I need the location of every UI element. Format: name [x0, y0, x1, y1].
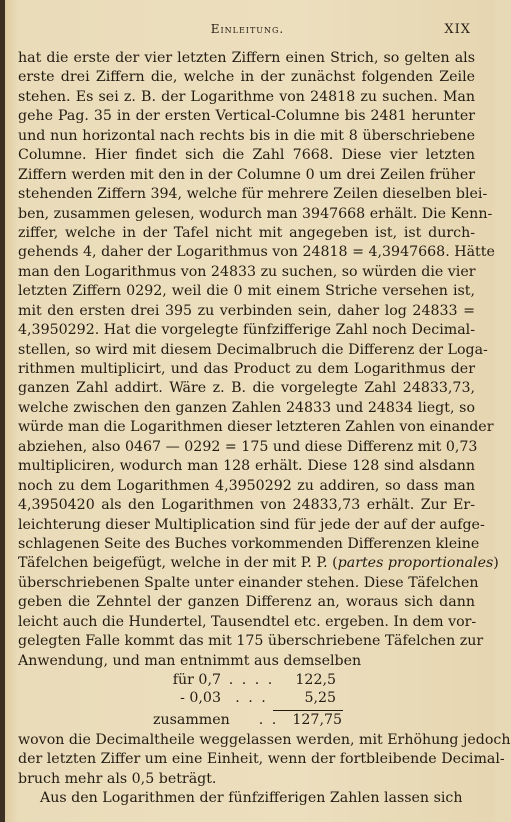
text-line: welche zwischen den ganzen Zahlen 24833 und 24834 liegt, so [18, 399, 475, 416]
calc-value: 122,5 [295, 672, 337, 688]
text-line: geben die Zehntel der ganzen Differenz an, woraus sich dann [18, 594, 475, 611]
text-line: Columne. Hier findet sich die Zahl 7668. Diese vier letzten [18, 147, 475, 164]
calculation-row [161, 689, 336, 708]
page-number: XIX [444, 22, 471, 37]
text-line: noch zu dem Logarithmen 4,3950292 zu addiren, so dass man [18, 477, 475, 494]
text-line: Ziffern werden mit den in der Columne 0 um drei Zeilen früher [18, 166, 475, 183]
text-line: gehe Pag. 35 in der ersten Vertical-Columne bis 2481 herunter [18, 108, 475, 125]
body-text [18, 49, 511, 809]
text-line: man den Logarithmus von 24833 zu suchen, so würden die vier [18, 263, 476, 280]
text-line: leichterung dieser Multiplication sind für jede der auf der aufge- [18, 516, 485, 533]
text-line: rithmen multiplicirt, und das Product zu dem Logarithmus der [18, 361, 475, 377]
header-title: Einleitung. [210, 22, 285, 36]
calc-value: 5,25 [304, 690, 337, 706]
text-line: Aus den Logarithmen der fünfzifferigen Zahlen lassen sich [40, 790, 463, 807]
calc-label: für 0,7 [172, 672, 221, 688]
calc-dots: . . [258, 712, 279, 728]
text-line: multipliciren, wodurch man 128 erhält. Diese 128 sind alsdann [18, 458, 475, 475]
paragraph-before-calculation [18, 49, 499, 671]
running-header [0, 22, 495, 42]
calculation-total-row [153, 711, 342, 730]
text-line: bruch mehr als 0,5 beträgt. [18, 770, 217, 787]
text-line: ziffer, welche in der Tafel nicht mit angegeben ist, ist durch- [18, 224, 475, 241]
text-line: erste drei Ziffern die, welche in der zunächst folgenden Zeile [18, 69, 475, 86]
page-binding-edge [0, 0, 5, 822]
calc-dots: . . . . [228, 672, 275, 688]
calculation-row [161, 671, 336, 690]
text-line: hat die erste der vier letzten Ziffern einen Strich, so gelten als [18, 50, 475, 66]
text-line: letzten Ziffern 0292, weil die 0 mit einem Striche versehen ist, [18, 283, 475, 300]
text-line: Täfelchen beigefügt, welche in der mit P. P. (partes proportionales) [18, 555, 499, 572]
text-line: stehen. Es sei z. B. der Logarithme von 24818 zu suchen. Man [18, 88, 475, 105]
calc-dots: . . . [235, 690, 268, 706]
text-line: stehenden Ziffern 394, welche für mehrere Zeilen dieselben blei- [18, 186, 488, 203]
text-line: schlagenen Seite des Buches vorkommenden Differenzen kleine [18, 535, 480, 552]
text-line: wovon die Decimaltheile weggelassen werden, mit Erhöhung jedoch [18, 732, 511, 748]
text-line: ben, zusammen gelesen, wodurch man 3947668 erhält. Die Kenn- [18, 205, 493, 222]
text-line: gelegten Falle kommt das mit 175 überschriebene Täfelchen zur [18, 633, 484, 650]
text-line: 4,3950420 als den Logarithmen von 24833,73 erhält. Zur Er- [18, 497, 475, 514]
text-line: würde man die Logarithmen dieser letzteren Zahlen von einander [18, 419, 494, 436]
text-line: 4,3950292. Hat die vorgelegte fünfzifferige Zahl noch Decimal- [18, 322, 475, 339]
calculation-block [18, 671, 475, 731]
calc-label: - 0,03 [180, 690, 221, 706]
text-line: stellen, so wird mit diesem Decimalbruch die Differenz der Loga- [18, 341, 488, 358]
text-line: mit den ersten drei 395 zu verbinden sein, daher log 24833 = [18, 302, 475, 319]
paragraph-after-calculation [18, 731, 511, 809]
calc-total-value: 127,75 [292, 712, 343, 728]
text-line: abziehen, also 0467 — 0292 = 175 und diese Differenz mit 0,73 [18, 438, 478, 455]
text-line: und nun horizontal nach rechts bis in die mit 8 überschriebene [18, 127, 475, 144]
text-line: leicht auch die Hundertel, Tausendtel etc. ergeben. In dem vor- [18, 613, 477, 630]
text-line: überschriebenen Spalte unter einander stehen. Diese Täfelchen [18, 574, 479, 591]
text-line: ganzen Zahl addirt. Wäre z. B. die vorgelegte Zahl 24833,73, [18, 380, 475, 397]
calc-total-label: zusammen [153, 712, 230, 728]
text-line: der letzten Ziffer um eine Einheit, wenn der fortbleibende Decimal- [18, 751, 505, 768]
text-line: Anwendung, und man entnimmt aus demselben [18, 652, 362, 669]
text-line: gehends 4, daher der Logarithmus von 24818 = 4,3947668. Hätte [18, 244, 495, 261]
